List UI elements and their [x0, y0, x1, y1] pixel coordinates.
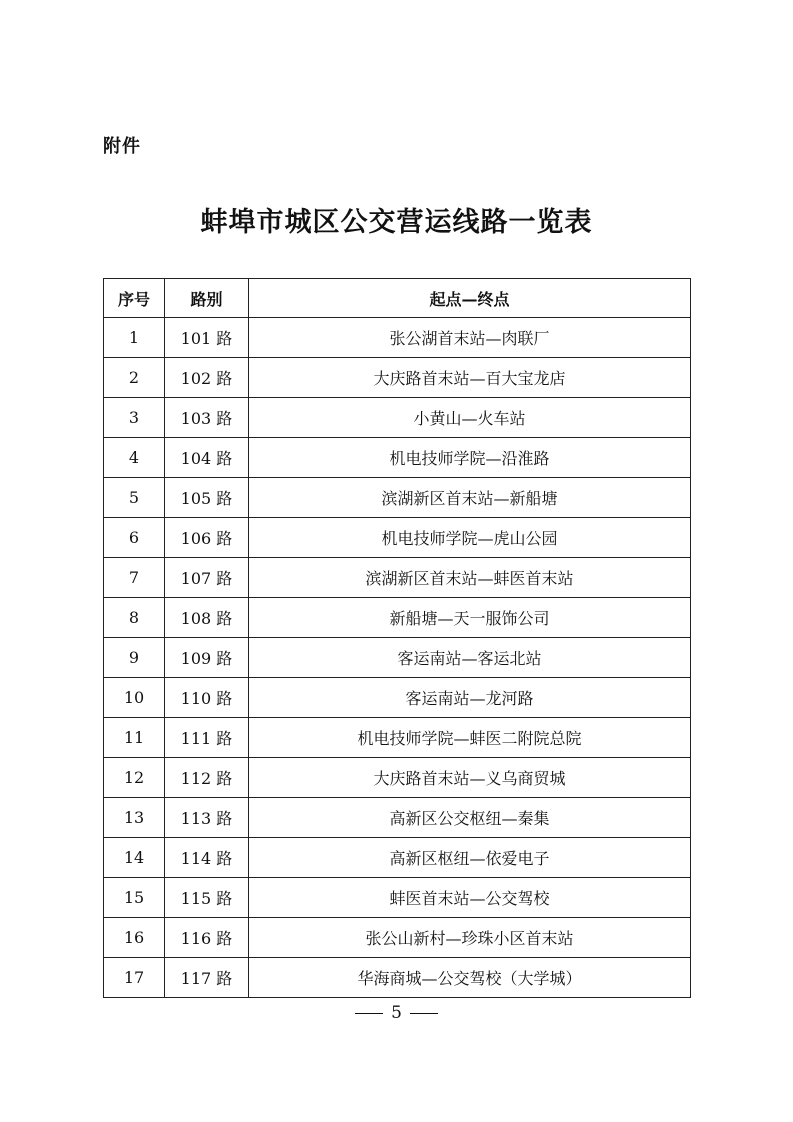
column-header-route: 路别 [165, 279, 249, 318]
cell-stops: 张公山新村—珍珠小区首末站 [249, 918, 691, 958]
cell-stops: 滨湖新区首末站—新船塘 [249, 478, 691, 518]
cell-route: 114 路 [165, 838, 249, 878]
table-row [104, 438, 691, 478]
cell-number: 2 [104, 358, 165, 398]
cell-number: 6 [104, 518, 165, 558]
table-row [104, 678, 691, 718]
cell-number: 9 [104, 638, 165, 678]
cell-stops: 高新区枢纽—依爱电子 [249, 838, 691, 878]
table-row [104, 598, 691, 638]
page-title: 蚌埠市城区公交营运线路一览表 [200, 207, 593, 238]
cell-route: 102 路 [165, 358, 249, 398]
cell-route: 107 路 [165, 558, 249, 598]
cell-number: 7 [104, 558, 165, 598]
bus-routes-table [103, 278, 691, 998]
column-header-number: 序号 [104, 279, 165, 318]
table-row [104, 838, 691, 878]
table-row [104, 798, 691, 838]
table-row [104, 518, 691, 558]
table-row [104, 758, 691, 798]
cell-route: 105 路 [165, 478, 249, 518]
cell-route: 101 路 [165, 318, 249, 358]
cell-route: 111 路 [165, 718, 249, 758]
cell-route: 108 路 [165, 598, 249, 638]
cell-number: 1 [104, 318, 165, 358]
cell-stops: 蚌医首末站—公交驾校 [249, 878, 691, 918]
cell-number: 5 [104, 478, 165, 518]
page-number-dash-right [410, 1013, 438, 1014]
cell-number: 12 [104, 758, 165, 798]
cell-stops: 大庆路首末站—百大宝龙店 [249, 358, 691, 398]
cell-number: 15 [104, 878, 165, 918]
table-row [104, 958, 691, 998]
cell-number: 10 [104, 678, 165, 718]
cell-stops: 小黄山—火车站 [249, 398, 691, 438]
table-body [104, 318, 691, 998]
page-number [0, 1003, 793, 1023]
cell-route: 112 路 [165, 758, 249, 798]
cell-route: 117 路 [165, 958, 249, 998]
column-header-stops: 起点—终点 [249, 279, 691, 318]
cell-stops: 客运南站—客运北站 [249, 638, 691, 678]
cell-route: 110 路 [165, 678, 249, 718]
page-number-dash-left [355, 1013, 383, 1014]
cell-stops: 滨湖新区首末站—蚌医首末站 [249, 558, 691, 598]
cell-number: 16 [104, 918, 165, 958]
cell-route: 116 路 [165, 918, 249, 958]
cell-stops: 机电技师学院—虎山公园 [249, 518, 691, 558]
cell-stops: 高新区公交枢纽—秦集 [249, 798, 691, 838]
cell-route: 106 路 [165, 518, 249, 558]
cell-stops: 机电技师学院—蚌医二附院总院 [249, 718, 691, 758]
cell-route: 104 路 [165, 438, 249, 478]
cell-stops: 张公湖首末站—肉联厂 [249, 318, 691, 358]
cell-number: 4 [104, 438, 165, 478]
table-row [104, 558, 691, 598]
cell-number: 17 [104, 958, 165, 998]
cell-number: 3 [104, 398, 165, 438]
cell-stops: 新船塘—天一服饰公司 [249, 598, 691, 638]
cell-stops: 机电技师学院—沿淮路 [249, 438, 691, 478]
table-row [104, 878, 691, 918]
cell-route: 115 路 [165, 878, 249, 918]
table-row [104, 918, 691, 958]
cell-number: 8 [104, 598, 165, 638]
table-header-row [104, 279, 691, 318]
table-row [104, 478, 691, 518]
cell-number: 13 [104, 798, 165, 838]
attachment-label: 附件 [103, 136, 141, 157]
page-number-value: 5 [391, 1003, 402, 1023]
cell-route: 113 路 [165, 798, 249, 838]
table-row [104, 318, 691, 358]
cell-stops: 大庆路首末站—义乌商贸城 [249, 758, 691, 798]
table-row [104, 718, 691, 758]
table-row [104, 638, 691, 678]
cell-stops: 华海商城—公交驾校（大学城） [249, 958, 691, 998]
table-row [104, 398, 691, 438]
cell-route: 103 路 [165, 398, 249, 438]
cell-stops: 客运南站—龙河路 [249, 678, 691, 718]
table-row [104, 358, 691, 398]
cell-number: 14 [104, 838, 165, 878]
cell-route: 109 路 [165, 638, 249, 678]
cell-number: 11 [104, 718, 165, 758]
